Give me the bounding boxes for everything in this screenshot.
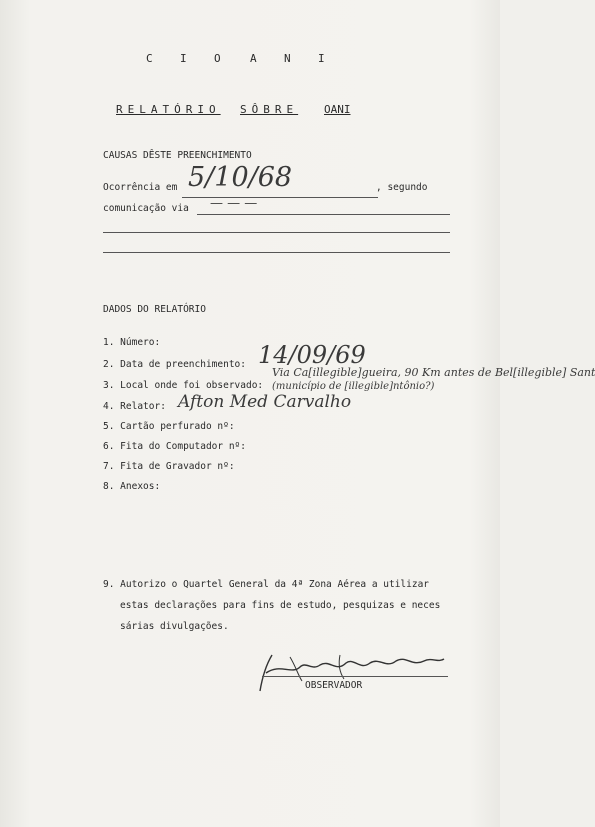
report-item-label: 1. Número: (103, 337, 161, 348)
authorization-line: 9. Autorizo o Quartel General da 4ª Zona Aérea a utilizar (103, 579, 430, 590)
report-item-value-line2: (município de [illegible]ntônio?) (272, 381, 435, 392)
org-letter: C (146, 52, 153, 65)
segundo-text: , segundo (376, 182, 428, 193)
report-word-relatorio: RELATÓRIO (116, 103, 221, 116)
org-letter: N (284, 52, 291, 65)
signature-label: OBSERVADOR (305, 680, 363, 691)
report-item-label: 4. Relator: (103, 401, 166, 412)
report-item-value: Via Ca[illegible]gueira, 90 Km antes de Bel[illegible] Sant (272, 366, 595, 379)
causes-title: CAUSAS DÊSTE PREENCHIMENTO (103, 150, 252, 161)
report-item-label: 7. Fita de Gravador nº: (103, 461, 235, 472)
org-letter: O (214, 52, 221, 65)
report-title: DADOS DO RELATÓRIO (103, 304, 206, 315)
report-item-label: 2. Data de preenchimento: (103, 359, 246, 370)
org-letter: I (180, 52, 187, 65)
blank-rule-2 (103, 252, 450, 253)
blank-rule-1 (103, 232, 450, 233)
report-item-label: 3. Local onde foi observado: (103, 380, 264, 391)
report-item-value: 14/09/69 (258, 341, 366, 369)
report-item-value: Afton Med Carvalho (178, 392, 352, 412)
authorization-line: sárias divulgações. (120, 621, 229, 632)
comunicacao-label: comunicação via (103, 203, 189, 214)
report-word-sobre: SÔBRE (240, 103, 299, 116)
occurrence-label: Ocorrência em (103, 182, 178, 193)
occurrence-date: 5/10/68 (188, 162, 293, 193)
org-letter: A (250, 52, 257, 65)
org-letter: I (318, 52, 325, 65)
signature-rule (262, 676, 448, 677)
comunicacao-rule (197, 214, 450, 215)
report-item-label: 6. Fita do Computador nº: (103, 441, 246, 452)
authorization-line: estas declarações para fins de estudo, pesquizas e neces (120, 600, 441, 611)
comunicacao-value: — — — (210, 196, 258, 211)
report-item-label: 5. Cartão perfurado nº: (103, 421, 235, 432)
report-item-label: 8. Anexos: (103, 481, 161, 492)
report-word-oani: OANI (324, 103, 351, 116)
